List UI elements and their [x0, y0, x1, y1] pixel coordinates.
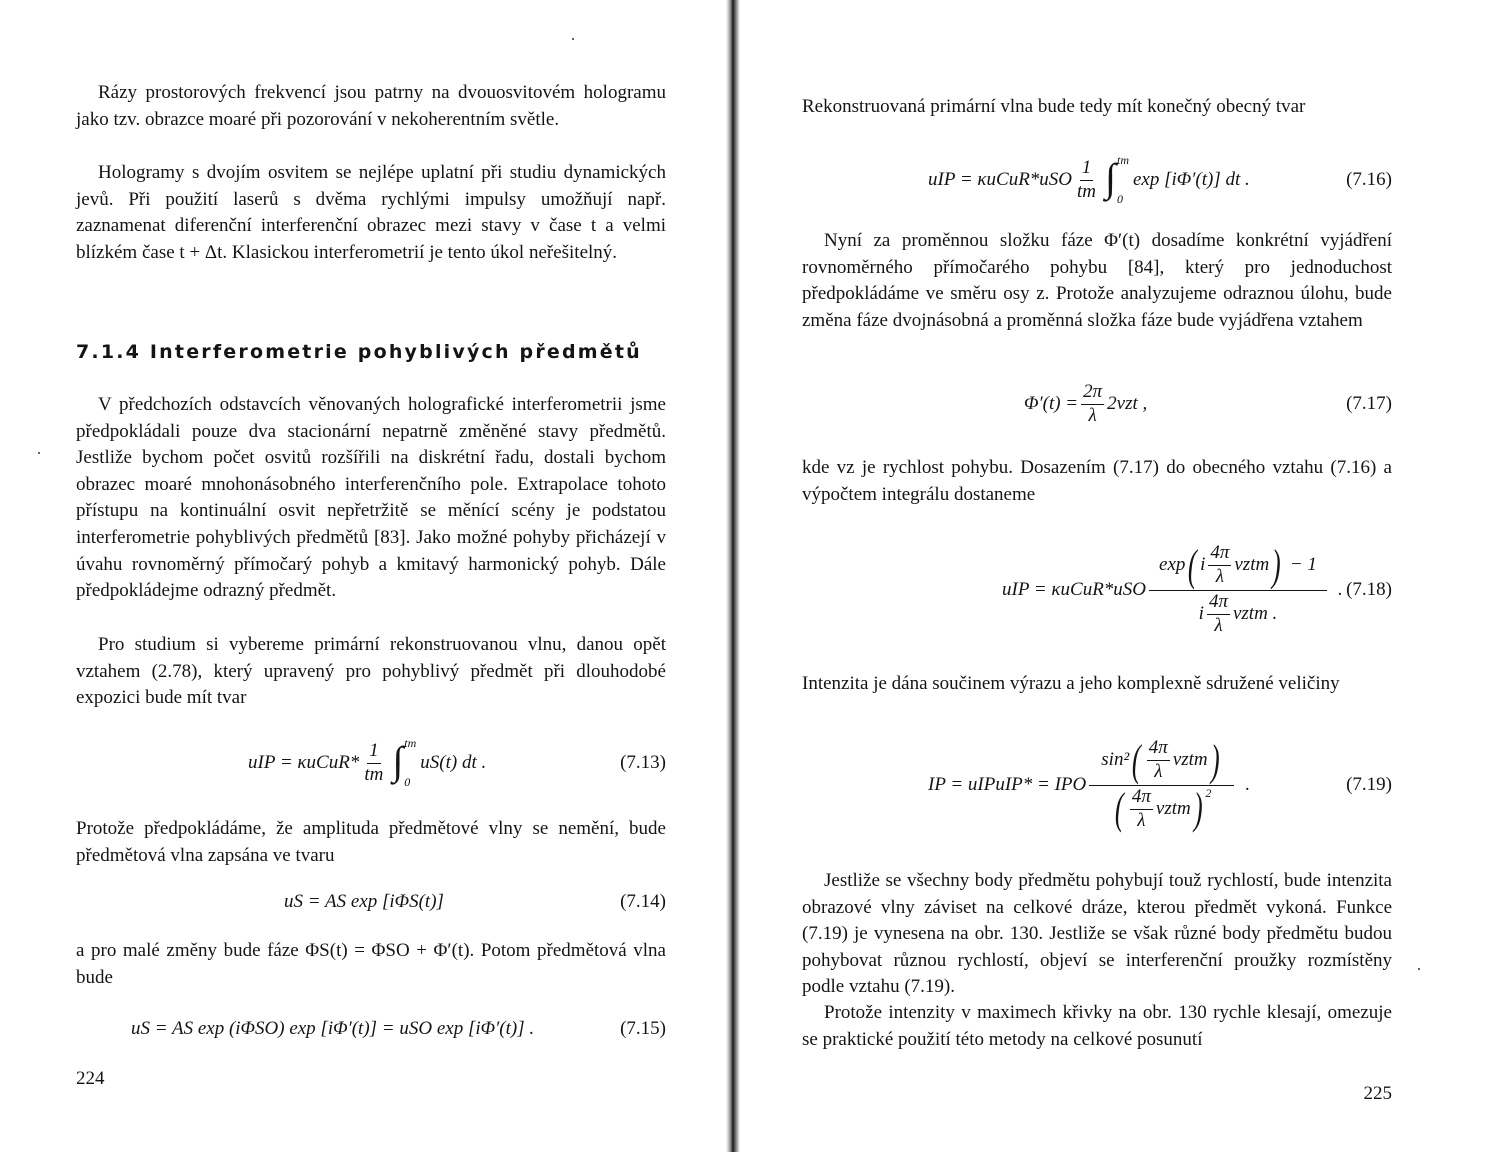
equation-7-14	[76, 859, 666, 945]
equation-7-15	[76, 1002, 666, 1056]
equation-7-19: IP = uIPuIP* = IPO sin² ( $\frac{4\pi}{\lambda}$ vztm ) ( $\frac{4\pi}{\lambda}$ vztm ) $^2$ . (7.19)	[928, 735, 1392, 834]
eq-715-expression: uS = AS exp (iΦSO) exp [iΦ′(t)] = uSO exp [iΦ′(t)] .	[131, 1018, 535, 1039]
integral-sign: ∫	[1105, 155, 1116, 200]
right-page-number: 225	[1363, 1083, 1392, 1104]
left-paragraph-2: Hologramy s dvojím osvitem se nejlépe uplatní při studiu dynamických jevů. Při použití laserů s dvěma rychlými impulsy umožňují např. zaznamenat diferenční interferenční obrazec mezi stavy v čase t a velmi blízkém čase t + Δt. Klasickou interferometrií je tento úkol neřešitelný.	[76, 162, 666, 263]
eq-719-lhs: IP = uIPuIP* = IPO	[928, 774, 1087, 795]
equation-7-13	[76, 718, 666, 808]
scan-speck	[572, 38, 574, 40]
right-paragraph-2: Nyní za proměnnou složku fáze Φ′(t) dosadíme konkrétní vyjádření rovnoměrného přímočarého pohybu [84], který pro jednoduchost předpokládáme ve směru osy z. Protože analyzujeme odraznou úlohu, bude změna fáze dvojnásobná a proměnná složka fáze bude vyjádřena vztahem	[802, 230, 1392, 331]
integral-sign: ∫	[392, 738, 404, 783]
eq-713-limits: tm 0	[404, 736, 417, 789]
right-paragraph-5: Jestliže se všechny body předmětu pohybují touž rychlostí, bude intenzita obrazové vlny záviset na celkové dráze, kterou předmět vykoná. Funkce (7.19) je vynesena na obr. 130. Jestliže se však různé body předmětu budou pohybovat různou rychlostí, objeví se interferenční proužky rozmístěny podle vztahu (7.19).	[802, 870, 1392, 998]
left-page	[76, 0, 666, 1152]
scan-speck	[1418, 968, 1420, 970]
eq-713-number: (7.13)	[620, 752, 666, 773]
book-gutter	[726, 0, 740, 1152]
scan-speck	[38, 452, 40, 454]
eq-716-integrand: exp [iΦ′(t)] dt .	[1133, 169, 1250, 190]
right-paragraph-3: kde vz je rychlost pohybu. Dosazením (7.17) do obecného vztahu (7.16) a výpočtem integrálu dostaneme	[802, 457, 1392, 505]
eq-716-lhs: uIP = κuCuR*uSO	[928, 169, 1073, 190]
eq-717-lhs: Φ′(t) =	[1024, 393, 1079, 414]
equation-7-18: uIP = κuCuR*uSO exp ( i $\frac{4\pi}{\lambda}$ vztm ) − 1 i $\frac{4\pi}{\lambda}$ vztm . . (7.18)	[1002, 540, 1392, 636]
eq-714-number: (7.14)	[620, 891, 666, 912]
eq-717-number: (7.17)	[1346, 393, 1392, 414]
right-paragraph-4: Intenzita je dána součinem výrazu a jeho komplexně sdružené veličiny	[802, 673, 1340, 694]
eq-718-number: (7.18)	[1346, 579, 1392, 600]
eq-718-lhs: uIP = κuCuR*uSO	[1002, 579, 1147, 600]
eq-714-expression: uS = AS exp [iΦS(t)]	[284, 891, 444, 912]
eq-717-fraction: $\frac{2\pi}{\lambda}$	[1083, 380, 1103, 426]
left-page-number: 224	[76, 1068, 105, 1089]
eq-719-big-fraction: sin² ( $\frac{4\pi}{\lambda}$ vztm ) ( $\frac{4\pi}{\lambda}$ vztm ) $^2$	[1089, 738, 1234, 832]
left-paragraph-1: Rázy prostorových frekvencí jsou patrny na dvouosvitovém hologramu jako tzv. obrazce moaré při pozorování v nekoherentním světle.	[76, 82, 666, 130]
left-paragraph-6: a pro malé změny bude fáze ΦS(t) = ΦSO + Φ′(t). Potom předmětová vlna bude	[76, 940, 666, 988]
eq-713-lhs: uIP = κuCuR*	[248, 752, 360, 773]
eq-718-big-fraction: exp ( i $\frac{4\pi}{\lambda}$ vztm ) − 1 i $\frac{4\pi}{\lambda}$ vztm .	[1149, 543, 1327, 637]
right-paragraph-6: Protože intenzity v maximech křivky na obr. 130 rychle klesají, omezuje se praktické použití této metody na celkové posunutí	[802, 1002, 1392, 1050]
eq-716-number: (7.16)	[1346, 169, 1392, 190]
left-paragraph-3: V předchozích odstavcích věnovaných holografické interferometrii jsme předpokládali pouze dva stacionární nepatrně změněné stavy předmětů. Jestliže bychom počet osvitů rozšířili na diskrétní řadu, dostali bychom obrazec moaré mnohonásobného interferenčního pole. Extrapolace tohoto přístupu na kontinuální osvit nepřetržitě se měnící scény je podstatou interferometrie pohyblivých předmětů [83]. Jako možné pohyby přicházejí v úvahu rovnoměrný přímočarý pohyb a kmitavý harmonický pohyb. Dále předpokládejme odrazný předmět.	[76, 394, 666, 602]
right-paragraph-1: Rekonstruovaná primární vlna bude tedy mít konečný obecný tvar	[802, 96, 1306, 117]
equation-7-17	[802, 360, 1392, 448]
section-heading: 7.1.4 Interferometrie pohyblivých předmětů	[76, 341, 642, 363]
eq-715-number: (7.15)	[620, 1018, 666, 1039]
equation-7-16	[802, 135, 1392, 225]
eq-716-limits: tm 0	[1117, 153, 1129, 206]
right-page	[802, 0, 1392, 1152]
eq-713-integrand: uS(t) dt .	[420, 752, 487, 773]
eq-717-rhs: 2vzt ,	[1107, 393, 1148, 414]
eq-719-number: (7.19)	[1346, 774, 1392, 795]
eq-713-fraction: $\frac{1}{tm}$	[364, 739, 384, 785]
left-paragraph-4: Pro studium si vybereme primární rekonstruovanou vlnu, danou opět vztahem (2.78), který upravený pro pohyblivý předmět při dlouhodobé expozici bude mít tvar	[76, 634, 666, 709]
eq-716-fraction: $\frac{1}{tm}$	[1077, 156, 1097, 202]
left-paragraph-5: Protože předpokládáme, že amplituda předmětové vlny se nemění, bude předmětová vlna zapsána ve tvaru	[76, 818, 666, 866]
